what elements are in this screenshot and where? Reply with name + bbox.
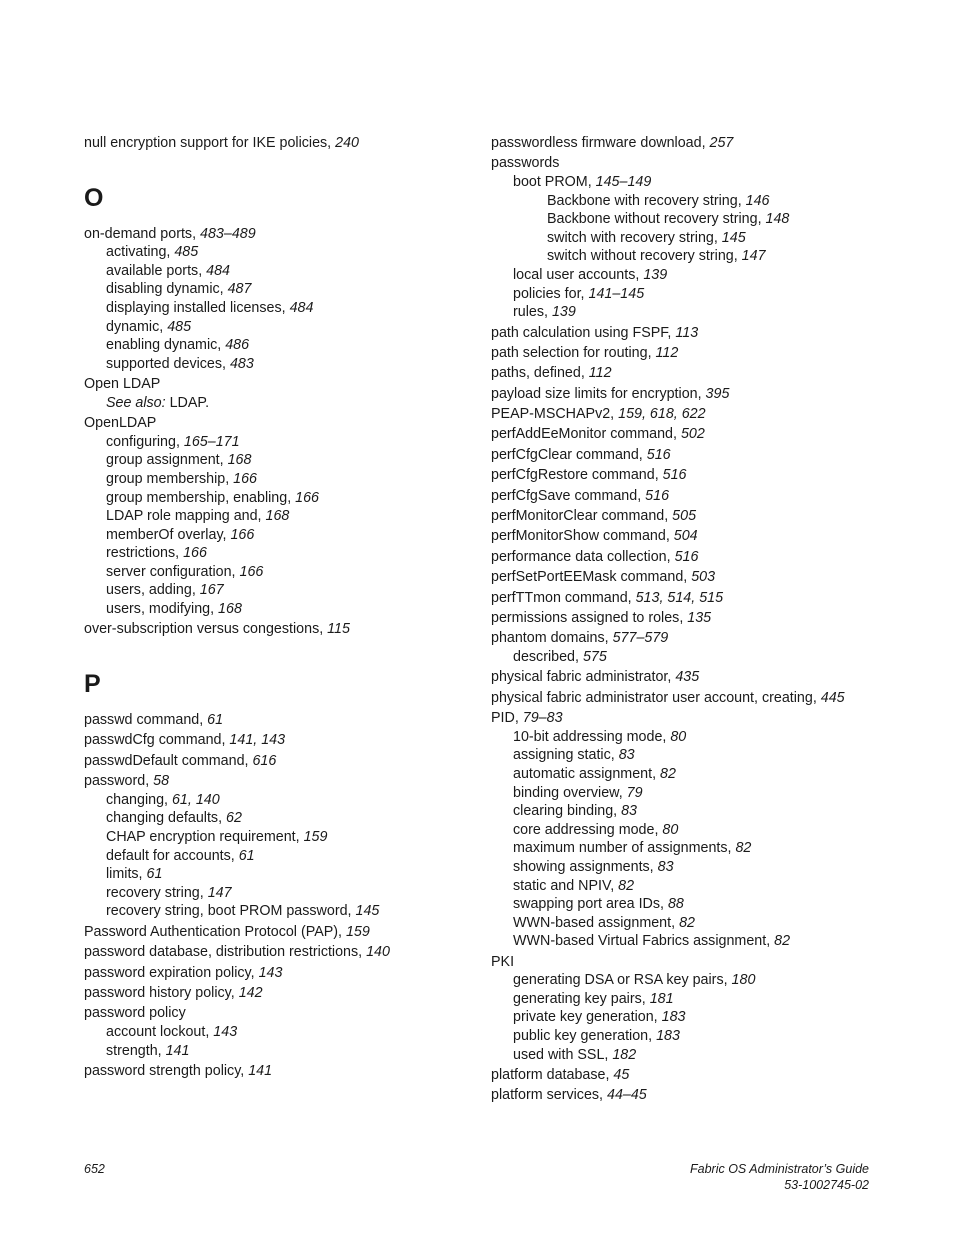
- index-subentry: [491, 229, 911, 248]
- index-term: showing assignments,: [513, 858, 658, 875]
- index-entry: [84, 964, 474, 983]
- index-term: dynamic,: [106, 318, 168, 335]
- index-page-ref: 82: [774, 933, 791, 950]
- index-term: PKI: [491, 953, 515, 970]
- index-letter-heading: P: [84, 670, 101, 699]
- index-page-ref: 487: [227, 281, 252, 298]
- index-page-ref: 139: [643, 266, 668, 283]
- index-subentry: [491, 839, 911, 858]
- index-term: perfCfgClear command,: [491, 446, 647, 463]
- footer-doc-info: [690, 1161, 869, 1193]
- index-entry: [84, 772, 474, 791]
- index-term: phantom domains,: [491, 630, 613, 647]
- index-page-ref: 139: [551, 304, 576, 321]
- index-term: switch with recovery string,: [547, 229, 722, 246]
- index-term: permissions assigned to roles,: [491, 610, 688, 626]
- index-term: Backbone with recovery string,: [547, 192, 746, 209]
- index-subentry: [491, 173, 911, 192]
- index-term: Open LDAP: [84, 376, 161, 393]
- index-subentry: [84, 791, 474, 810]
- index-entry: [491, 154, 911, 173]
- index-subentry: [491, 877, 911, 896]
- index-page-ref: 166: [233, 470, 258, 487]
- index-entry: [491, 507, 911, 526]
- index-subentry: [84, 280, 474, 299]
- index-page-ref: 83: [621, 803, 637, 820]
- index-page-ref: 58: [153, 773, 170, 790]
- index-term: passwdDefault command,: [84, 752, 253, 769]
- index-subentry: [491, 971, 911, 990]
- index-subentry: [491, 266, 911, 285]
- index-term: group membership,: [106, 470, 234, 487]
- index-subentry: [84, 847, 474, 866]
- index-entry: [491, 1066, 911, 1085]
- index-page-ref: 113: [675, 324, 699, 341]
- index-term: used with SSL,: [513, 1046, 613, 1063]
- index-subentry: [491, 1008, 911, 1027]
- index-entry: [84, 375, 474, 394]
- index-term: account lockout,: [106, 1023, 214, 1040]
- index-page-ref: 145: [721, 229, 746, 246]
- index-term: passwordless firmware download,: [491, 135, 710, 151]
- index-subentry: [84, 336, 474, 355]
- index-term: users, adding,: [106, 582, 200, 599]
- index-term: displaying installed licenses,: [106, 299, 290, 316]
- index-entry: [84, 711, 474, 730]
- index-term: recovery string,: [106, 884, 208, 901]
- index-page-ref: 82: [660, 765, 676, 782]
- index-page-ref: 168: [227, 452, 252, 469]
- index-page-ref: 88: [667, 896, 684, 913]
- index-term: strength,: [106, 1042, 166, 1059]
- index-term: Backbone without recovery string,: [547, 211, 766, 228]
- index-entry: [491, 466, 911, 485]
- index-page-ref: 183: [661, 1009, 686, 1026]
- index-page-ref: 112: [588, 365, 612, 382]
- index-subentry: [84, 1042, 474, 1061]
- index-page-ref: 167: [199, 582, 224, 599]
- index-term: password strength policy,: [84, 1062, 249, 1079]
- index-term: perfTTmon command,: [491, 589, 636, 606]
- index-page-ref: 80: [670, 728, 687, 745]
- index-term: generating DSA or RSA key pairs,: [513, 972, 732, 989]
- index-page-ref: 83: [618, 747, 635, 764]
- index-subentry: [84, 489, 474, 508]
- index-subentry: [491, 990, 911, 1009]
- index-page-ref: 147: [741, 248, 766, 265]
- index-page-ref: 435: [675, 669, 700, 686]
- index-page-ref: 166: [295, 489, 320, 506]
- index-entry: [491, 487, 911, 506]
- index-term: password policy: [84, 1005, 186, 1022]
- index-subentry: [84, 581, 474, 600]
- index-term: PID,: [491, 710, 523, 727]
- index-term: passwords: [491, 155, 560, 172]
- index-term: server configuration,: [106, 563, 240, 580]
- index-page-ref: 141: [248, 1062, 273, 1079]
- index-page-ref: 146: [745, 192, 770, 209]
- index-subentry: [491, 802, 911, 821]
- index-page-ref: 147: [207, 884, 232, 901]
- index-term: path calculation using FSPF,: [491, 324, 676, 341]
- index-entry: [491, 405, 911, 424]
- index-page-ref: 395: [705, 385, 730, 402]
- index-term: OpenLDAP: [84, 415, 157, 432]
- index-term: restrictions,: [106, 545, 184, 562]
- index-page-ref: 165–171: [183, 433, 240, 450]
- index-term: perfCfgRestore command,: [491, 467, 663, 484]
- index-page-ref: 44–45: [607, 1087, 647, 1104]
- index-page-ref: 516: [646, 446, 671, 463]
- index-entry: [491, 589, 911, 608]
- index-entry: [491, 668, 911, 687]
- index-page-ref: 166: [239, 563, 264, 580]
- index-entry: [84, 984, 474, 1003]
- index-page-ref: 112: [655, 344, 679, 361]
- index-term: Password Authentication Protocol (PAP),: [84, 923, 346, 940]
- index-page-ref: 180: [731, 972, 756, 989]
- index-term: limits,: [106, 866, 147, 883]
- index-term: password history policy,: [84, 984, 239, 1001]
- index-page-ref: 143: [213, 1023, 238, 1040]
- index-page-ref: 182: [612, 1046, 637, 1063]
- index-term: perfSetPortEEMask command,: [491, 569, 692, 586]
- index-term: password database, distribution restrictions,: [84, 944, 367, 961]
- index-entry: [491, 385, 911, 404]
- index-term: CHAP encryption requirement,: [106, 829, 304, 845]
- index-page-ref: 504: [673, 528, 698, 545]
- index-subentry: [491, 821, 911, 840]
- index-term: perfCfgSave command,: [491, 487, 646, 504]
- index-entry: [84, 1062, 474, 1081]
- index-term: path selection for routing,: [491, 344, 656, 361]
- index-term: private key generation,: [513, 1009, 662, 1026]
- index-subentry: [491, 728, 911, 747]
- index-page-ref: 166: [230, 526, 255, 543]
- index-term: perfAddEeMonitor command,: [491, 426, 681, 443]
- index-term: policies for,: [513, 285, 589, 302]
- index-entry: [84, 923, 474, 942]
- index-entry: [491, 1086, 911, 1105]
- index-term: automatic assignment,: [513, 765, 661, 782]
- index-page-ref: 80: [662, 821, 679, 838]
- index-subentry: [84, 355, 474, 374]
- index-term: supported devices,: [106, 355, 230, 372]
- index-entry: [491, 689, 911, 708]
- index-entry: [84, 134, 474, 153]
- index-term: public key generation,: [513, 1028, 657, 1045]
- index-subentry: [84, 526, 474, 545]
- index-entry: [491, 629, 911, 648]
- index-subentry: [84, 563, 474, 582]
- index-term: assigning static,: [513, 747, 619, 764]
- index-entry: [491, 446, 911, 465]
- index-page-ref: 445: [820, 689, 845, 706]
- index-page-ref: 485: [167, 318, 192, 335]
- index-page-ref: See also:: [106, 394, 166, 411]
- index-term: boot PROM,: [513, 173, 596, 190]
- index-entry: [491, 425, 911, 444]
- index-term: platform database,: [491, 1067, 614, 1084]
- index-term: activating,: [106, 244, 175, 261]
- index-page-ref: 483–489: [200, 225, 256, 242]
- index-subentry: [491, 858, 911, 877]
- index-term: local user accounts,: [513, 266, 644, 283]
- index-page-ref: 45: [613, 1067, 630, 1084]
- index-entry: [84, 225, 474, 244]
- index-page-ref: 79: [626, 784, 643, 801]
- index-page-ref: 181: [649, 990, 674, 1007]
- index-subentry: [84, 433, 474, 452]
- index-page-ref: 503: [691, 569, 716, 586]
- index-entry: [84, 1004, 474, 1023]
- index-term: described,: [513, 648, 583, 665]
- index-subentry: [491, 648, 911, 667]
- index-page-ref: 115: [327, 621, 350, 638]
- index-page-ref: 79–83: [522, 710, 563, 727]
- index-term: swapping port area IDs,: [513, 896, 668, 913]
- index-subentry: [84, 600, 474, 619]
- index-term: over-subscription versus congestions,: [84, 621, 328, 638]
- index-entry: [491, 953, 911, 972]
- index-page-ref: 145–149: [595, 173, 652, 190]
- index-entry: [491, 548, 911, 567]
- index-subentry: [84, 470, 474, 489]
- index-term: 10-bit addressing mode,: [513, 728, 671, 745]
- index-term: payload size limits for encryption,: [491, 385, 706, 402]
- index-page-ref: 61: [238, 847, 255, 864]
- index-page-ref: 143: [258, 964, 283, 981]
- index-page-ref: 516: [662, 467, 687, 484]
- index-term: performance data collection,: [491, 548, 675, 565]
- index-subentry: [84, 544, 474, 563]
- index-subentry: [491, 303, 911, 322]
- index-term: enabling dynamic,: [106, 337, 226, 354]
- index-term: changing defaults,: [106, 810, 227, 827]
- index-page-ref: 513, 514, 515: [635, 589, 724, 606]
- index-term: configuring,: [106, 433, 184, 450]
- index-page-ref: 61: [207, 712, 224, 729]
- index-page-ref: 166: [183, 545, 207, 562]
- index-entry: [491, 527, 911, 546]
- index-term: paths, defined,: [491, 365, 589, 382]
- index-term: password,: [84, 773, 154, 790]
- index-term: password expiration policy,: [84, 964, 259, 981]
- index-page-ref: 61: [146, 866, 163, 883]
- index-entry: [491, 364, 911, 383]
- index-term: physical fabric administrator,: [491, 669, 676, 686]
- index-page-ref: 502: [680, 426, 705, 443]
- index-subentry: [84, 262, 474, 281]
- index-page-ref: 183: [656, 1028, 680, 1045]
- index-entry: [84, 943, 474, 962]
- index-term: WWN-based assignment,: [513, 914, 680, 931]
- index-term: null encryption support for IKE policies,: [84, 135, 336, 151]
- index-page-ref: 82: [618, 877, 635, 894]
- index-term: passwdCfg command,: [84, 732, 230, 749]
- index-term: memberOf overlay,: [106, 526, 231, 543]
- index-subentry: [84, 809, 474, 828]
- index-page-ref: 148: [765, 211, 790, 228]
- index-page-ref: 141: [165, 1042, 190, 1059]
- index-entry: [491, 134, 911, 153]
- index-subentry: [84, 394, 474, 413]
- index-subentry: [84, 299, 474, 318]
- index-page-ref: 141–145: [588, 285, 645, 302]
- index-page-ref: 616: [252, 752, 277, 769]
- index-entry: [84, 752, 474, 771]
- index-subentry: [491, 247, 911, 266]
- index-page-ref: 83: [657, 858, 674, 875]
- index-page-ref: 484: [206, 262, 230, 279]
- index-subentry: [491, 784, 911, 803]
- index-subentry: [84, 865, 474, 884]
- index-term: on-demand ports,: [84, 225, 201, 242]
- index-term: static and NPIV,: [513, 877, 619, 894]
- index-term: users, modifying,: [106, 601, 219, 618]
- index-page-ref: 141, 143: [229, 732, 286, 749]
- index-subentry: [491, 192, 911, 211]
- index-term: default for accounts,: [106, 847, 239, 864]
- index-subentry: [491, 746, 911, 765]
- index-term: disabling dynamic,: [106, 281, 228, 298]
- index-column-left: [84, 134, 474, 1081]
- index-entry: [491, 568, 911, 587]
- index-subentry: [491, 914, 911, 933]
- index-page-ref: 82: [735, 840, 752, 857]
- doc-number: 53-1002745-02: [784, 1178, 869, 1192]
- index-page-ref: 61, 140: [171, 791, 220, 808]
- index-page-ref: 257: [709, 135, 734, 151]
- index-term: generating key pairs,: [513, 990, 650, 1007]
- index-subentry: [491, 895, 911, 914]
- index-subentry: [84, 884, 474, 903]
- index-term: group assignment,: [106, 452, 228, 469]
- index-page-ref: 575: [582, 648, 607, 665]
- index-page-ref: 159, 618, 622: [618, 406, 706, 423]
- index-page-ref: 483: [229, 355, 254, 372]
- index-page-ref: 168: [265, 508, 290, 525]
- index-page-ref: 142: [238, 984, 263, 1001]
- index-subentry: [84, 902, 474, 921]
- index-term: available ports,: [106, 262, 207, 279]
- index-term: maximum number of assignments,: [513, 840, 736, 857]
- index-subentry: [84, 451, 474, 470]
- index-term: switch without recovery string,: [547, 248, 742, 265]
- index-term: group membership, enabling,: [106, 489, 296, 506]
- index-subentry: [84, 243, 474, 262]
- index-page-ref: 485: [174, 244, 199, 261]
- index-page-ref: 140: [366, 944, 390, 961]
- index-page-ref: 145: [355, 903, 380, 920]
- index-subentry: [491, 765, 911, 784]
- index-entry: [491, 324, 911, 343]
- index-subentry: [84, 507, 474, 526]
- index-page-ref: 240: [335, 135, 359, 151]
- index-page-ref: 135: [687, 610, 712, 626]
- index-entry: [491, 709, 911, 728]
- index-page-ref: 484: [289, 299, 314, 316]
- index-term: perfMonitorShow command,: [491, 528, 674, 545]
- index-term: WWN-based Virtual Fabrics assignment,: [513, 933, 775, 950]
- index-term: platform services,: [491, 1087, 607, 1104]
- index-page-ref: 168: [218, 601, 242, 618]
- index-page-ref: 516: [645, 487, 670, 504]
- index-term: changing,: [106, 791, 172, 808]
- index-page-ref: 159: [303, 829, 328, 845]
- index-entry: [84, 414, 474, 433]
- index-subentry: [491, 285, 911, 304]
- index-subentry: [491, 1027, 911, 1046]
- page-number: 652: [84, 1162, 105, 1176]
- index-term: clearing binding,: [513, 803, 622, 820]
- index-entry: [491, 344, 911, 363]
- guide-title: Fabric OS Administrator’s Guide: [690, 1162, 869, 1176]
- index-page-ref: 577–579: [612, 630, 669, 647]
- index-page-ref: 62: [226, 810, 242, 827]
- index-term: perfMonitorClear command,: [491, 508, 673, 525]
- index-subentry: [491, 932, 911, 951]
- index-term: passwd command,: [84, 712, 208, 729]
- index-subentry: [84, 318, 474, 337]
- index-page-ref: 159: [345, 923, 370, 940]
- index-term: PEAP-MSCHAPv2,: [491, 406, 619, 423]
- index-term: physical fabric administrator user account, creating,: [491, 689, 821, 706]
- index-page-ref: 82: [679, 914, 695, 931]
- index-subentry: [84, 1023, 474, 1042]
- index-term: binding overview,: [513, 784, 627, 801]
- index-entry: [84, 620, 474, 639]
- index-column-right: [491, 134, 911, 1105]
- index-subentry: [491, 1046, 911, 1065]
- index-term: rules,: [513, 304, 552, 321]
- index-term: recovery string, boot PROM password,: [106, 903, 356, 920]
- index-subentry: [491, 210, 911, 229]
- index-letter-heading: O: [84, 183, 104, 212]
- index-page-ref: 505: [672, 508, 697, 525]
- index-subentry: [84, 828, 474, 847]
- index-entry: [84, 731, 474, 750]
- index-term: core addressing mode,: [513, 821, 663, 838]
- index-page-ref: 516: [674, 548, 699, 565]
- index-entry: [491, 609, 911, 628]
- index-page-ref: 486: [225, 337, 250, 354]
- index-see-also-target: LDAP.: [165, 394, 210, 411]
- index-term: LDAP role mapping and,: [106, 508, 266, 525]
